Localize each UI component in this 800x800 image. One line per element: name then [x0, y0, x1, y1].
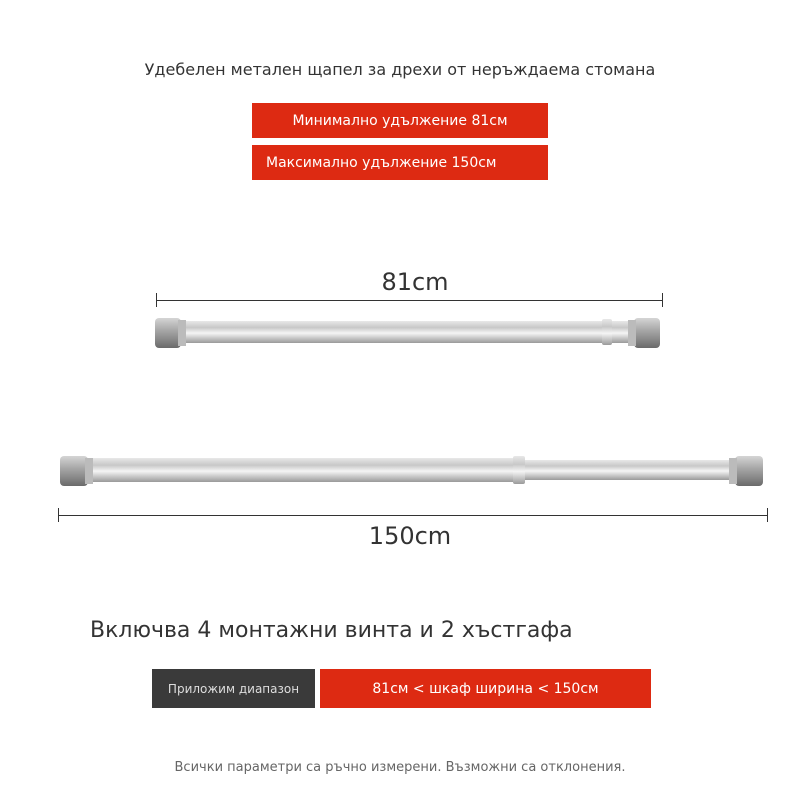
- measurement-disclaimer: Всички параметри са ръчно измерени. Възможни са отклонения.: [174, 760, 626, 775]
- applicable-range-value: 81см < шкаф ширина < 150см: [320, 669, 651, 708]
- applicable-range-label: Приложим диапазон: [152, 669, 315, 708]
- short-rod-dimension-label: 81cm: [381, 268, 449, 296]
- long-rod-dimension-line: [58, 508, 768, 522]
- long-rod-dimension-label: 150cm: [368, 522, 452, 550]
- product-title: Удебелен метален щапел за дрехи от неръждаема стомана: [144, 60, 656, 79]
- max-extension-badge: Максимално удължение 150см: [252, 145, 548, 180]
- long-rod-image: [55, 450, 770, 494]
- min-extension-badge: Минимално удължение 81см: [252, 103, 548, 138]
- package-contents: Включва 4 монтажни винта и 2 хъстгафа: [90, 618, 573, 643]
- short-rod-dimension-line: [156, 293, 663, 307]
- short-rod-image: [150, 312, 665, 356]
